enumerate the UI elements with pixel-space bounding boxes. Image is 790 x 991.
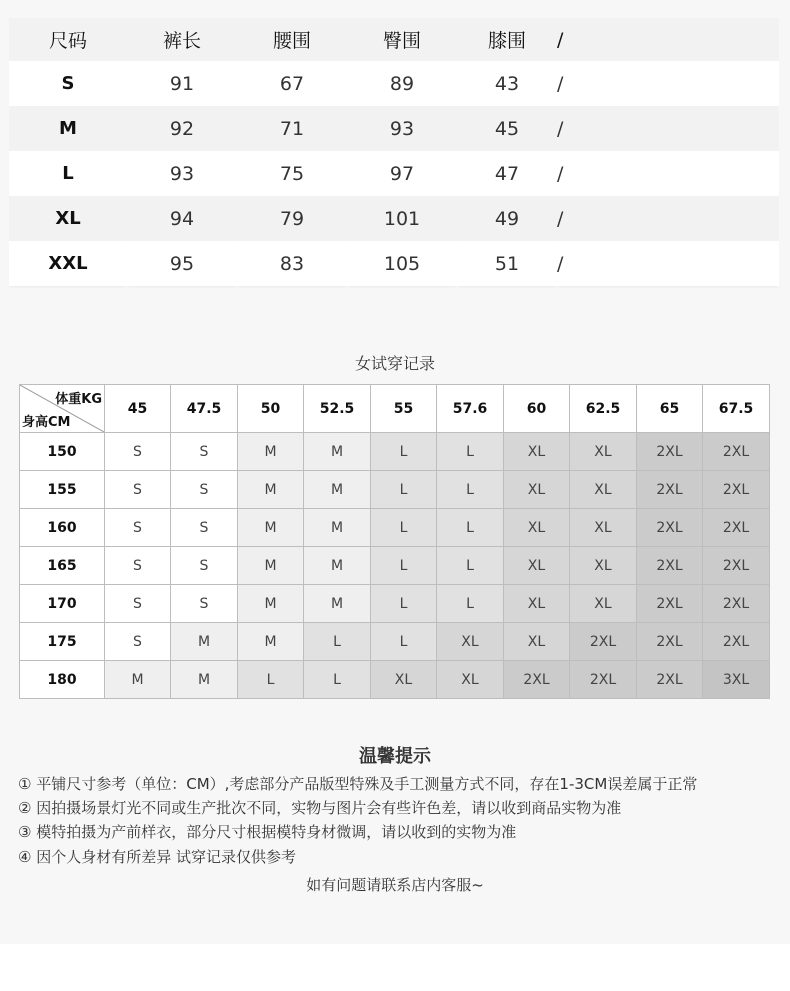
tryon-size-cell: L	[437, 509, 504, 547]
tryon-size-cell: XL	[570, 433, 637, 471]
tryon-size-cell: XL	[437, 623, 504, 661]
size-value: /	[557, 151, 779, 196]
weight-header: 57.6	[437, 385, 504, 433]
size-value: 92	[127, 106, 237, 151]
size-value: 75	[237, 151, 347, 196]
size-value: 79	[237, 196, 347, 241]
tryon-size-cell: L	[437, 547, 504, 585]
tryon-row	[20, 661, 770, 699]
tryon-size-cell: 2XL	[703, 433, 770, 471]
tryon-size-cell: XL	[371, 661, 437, 699]
tryon-size-cell: S	[105, 585, 171, 623]
tryon-size-cell: 2XL	[637, 623, 703, 661]
tryon-size-cell: 2XL	[703, 585, 770, 623]
tryon-size-cell: M	[171, 661, 238, 699]
height-header: 170	[20, 585, 105, 623]
tryon-size-cell: M	[304, 585, 371, 623]
header-hip: 臀围	[347, 18, 457, 61]
size-value: /	[557, 196, 779, 241]
tryon-row	[20, 509, 770, 547]
tryon-size-cell: S	[171, 509, 238, 547]
tryon-size-cell: S	[171, 433, 238, 471]
size-value: 83	[237, 241, 347, 286]
tryon-size-cell: S	[105, 433, 171, 471]
tryon-size-cell: L	[371, 433, 437, 471]
tryon-size-cell: XL	[504, 509, 570, 547]
header-knee: 膝围	[457, 18, 557, 61]
tryon-size-cell: M	[238, 547, 304, 585]
tryon-size-cell: L	[437, 433, 504, 471]
size-chart-table	[9, 18, 779, 286]
tryon-size-cell: XL	[570, 509, 637, 547]
tryon-size-cell: S	[171, 547, 238, 585]
height-header: 160	[20, 509, 105, 547]
tryon-size-cell: XL	[504, 585, 570, 623]
note-item: ① 平铺尺寸参考（单位：CM）,考虑部分产品版型特殊及手工测量方式不同，存在1-3CM误差属于正常	[18, 775, 698, 793]
weight-header: 65	[637, 385, 703, 433]
tryon-size-cell: 2XL	[703, 471, 770, 509]
size-value: 101	[347, 196, 457, 241]
size-value: 105	[347, 241, 457, 286]
size-label: M	[9, 106, 127, 151]
size-value: 49	[457, 196, 557, 241]
weight-header: 55	[371, 385, 437, 433]
tryon-size-cell: 2XL	[703, 509, 770, 547]
tryon-size-cell: S	[171, 585, 238, 623]
size-value: 93	[127, 151, 237, 196]
tryon-size-cell: L	[238, 661, 304, 699]
weight-header: 62.5	[570, 385, 637, 433]
tryon-size-cell: L	[304, 623, 371, 661]
tryon-table	[19, 384, 770, 699]
size-value: 67	[237, 61, 347, 106]
tryon-size-cell: 2XL	[570, 661, 637, 699]
tryon-size-cell: L	[437, 471, 504, 509]
tryon-size-cell: 2XL	[637, 471, 703, 509]
notes-title: 温馨提示	[359, 746, 431, 767]
tryon-size-cell: 2XL	[637, 661, 703, 699]
height-header: 165	[20, 547, 105, 585]
tryon-size-cell: L	[304, 661, 371, 699]
tryon-row	[20, 433, 770, 471]
weight-header: 60	[504, 385, 570, 433]
size-chart-row	[9, 61, 779, 106]
tryon-size-cell: S	[105, 547, 171, 585]
height-header: 155	[20, 471, 105, 509]
tryon-size-cell: M	[238, 509, 304, 547]
header-waist: 腰围	[237, 18, 347, 61]
size-value: 97	[347, 151, 457, 196]
height-label: 身高CM	[22, 415, 71, 430]
tryon-size-cell: S	[105, 509, 171, 547]
weight-header: 67.5	[703, 385, 770, 433]
tryon-size-cell: L	[371, 623, 437, 661]
tryon-size-cell: M	[238, 623, 304, 661]
tryon-size-cell: XL	[504, 471, 570, 509]
tryon-size-cell: M	[304, 509, 371, 547]
size-value: 89	[347, 61, 457, 106]
tryon-size-cell: XL	[570, 471, 637, 509]
header-size: 尺码	[9, 18, 127, 61]
size-label: XXL	[9, 241, 127, 286]
tryon-size-cell: M	[238, 585, 304, 623]
tryon-size-cell: XL	[504, 433, 570, 471]
size-value: /	[557, 241, 779, 286]
tryon-size-cell: XL	[437, 661, 504, 699]
size-chart-header-row	[9, 18, 779, 61]
tryon-size-cell: XL	[504, 547, 570, 585]
height-header: 175	[20, 623, 105, 661]
size-label: XL	[9, 196, 127, 241]
tryon-row	[20, 471, 770, 509]
size-value: 91	[127, 61, 237, 106]
tryon-size-cell: 2XL	[570, 623, 637, 661]
note-item: ③ 模特拍摄为产前样衣，部分尺寸根据模特身材微调，请以收到的实物为准	[18, 823, 517, 841]
tryon-size-cell: 2XL	[637, 547, 703, 585]
tryon-size-cell: M	[238, 471, 304, 509]
tryon-size-cell: L	[371, 585, 437, 623]
tryon-title: 女试穿记录	[354, 354, 435, 373]
tryon-size-cell: S	[105, 623, 171, 661]
tryon-size-cell: 2XL	[703, 623, 770, 661]
tryon-size-cell: L	[371, 509, 437, 547]
tryon-size-cell: 2XL	[637, 509, 703, 547]
size-value: 71	[237, 106, 347, 151]
header-blank: /	[557, 18, 779, 61]
tryon-size-cell: L	[371, 471, 437, 509]
tryon-size-cell: M	[304, 433, 371, 471]
size-value: /	[557, 106, 779, 151]
tryon-row	[20, 585, 770, 623]
size-value: 51	[457, 241, 557, 286]
tryon-size-cell: XL	[570, 585, 637, 623]
tryon-size-cell: S	[105, 471, 171, 509]
size-value: 94	[127, 196, 237, 241]
size-chart-row	[9, 151, 779, 196]
tryon-size-cell: M	[171, 623, 238, 661]
size-value: 47	[457, 151, 557, 196]
note-item: ④ 因个人身材有所差异 试穿记录仅供参考	[18, 848, 296, 866]
tryon-size-cell: XL	[570, 547, 637, 585]
weight-label: 体重KG	[55, 392, 102, 407]
size-value: 93	[347, 106, 457, 151]
size-chart-row	[9, 241, 779, 286]
tryon-size-cell: 2XL	[637, 585, 703, 623]
header-length: 裤长	[127, 18, 237, 61]
tryon-row	[20, 623, 770, 661]
size-label: S	[9, 61, 127, 106]
tryon-row	[20, 547, 770, 585]
tryon-size-cell: 2XL	[504, 661, 570, 699]
weight-header: 47.5	[171, 385, 238, 433]
size-value: 95	[127, 241, 237, 286]
size-chart-row	[9, 196, 779, 241]
tryon-size-cell: 2XL	[703, 547, 770, 585]
size-chart-row	[9, 106, 779, 151]
tryon-size-cell: S	[171, 471, 238, 509]
tryon-size-cell: 3XL	[703, 661, 770, 699]
tryon-corner-cell	[20, 385, 105, 433]
note-item: ② 因拍摄场景灯光不同或生产批次不同，实物与图片会有些许色差，请以收到商品实物为准	[18, 799, 622, 817]
height-header: 180	[20, 661, 105, 699]
size-value: 45	[457, 106, 557, 151]
weight-header: 45	[105, 385, 171, 433]
weight-header: 50	[238, 385, 304, 433]
height-header: 150	[20, 433, 105, 471]
weight-header: 52.5	[304, 385, 371, 433]
closing-text: 如有问题请联系店内客服~	[306, 876, 484, 894]
tryon-size-cell: L	[437, 585, 504, 623]
tryon-size-cell: M	[304, 471, 371, 509]
tryon-size-cell: XL	[504, 623, 570, 661]
size-value: 43	[457, 61, 557, 106]
size-value: /	[557, 61, 779, 106]
tryon-header-row	[20, 385, 770, 433]
tryon-size-cell: M	[238, 433, 304, 471]
size-label: L	[9, 151, 127, 196]
tryon-size-cell: 2XL	[637, 433, 703, 471]
tryon-size-cell: M	[105, 661, 171, 699]
tryon-size-cell: M	[304, 547, 371, 585]
tryon-size-cell: L	[371, 547, 437, 585]
